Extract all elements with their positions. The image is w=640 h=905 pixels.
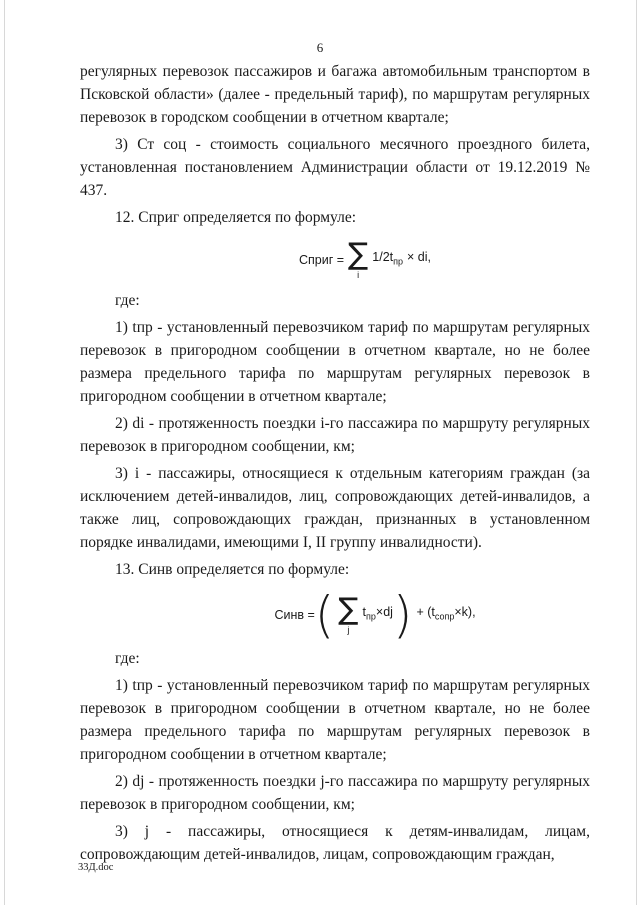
sigma-index: i (357, 269, 360, 280)
plus-main: + (t (416, 605, 435, 620)
document-body (80, 60, 590, 866)
paragraph-def-dj: 2) dj - протяженность поездки j-го пассажира по маршруту регулярных перевозок в пригородном сообщении, км; (80, 773, 590, 813)
formula-sprig (140, 235, 590, 285)
paragraph-13-heading: 13. Синв определяется по формуле: (115, 561, 350, 578)
paragraph-def-j: 3) j - пассажиры, относящиеся к детям-инвалидам, лицам, сопровождающим детей-инвалидов, лицам, сопровождающим граждан, (80, 823, 590, 863)
paragraph-12-heading: 12. Сприг определяется по формуле: (115, 209, 357, 226)
formula-lhs: Синв = (274, 607, 315, 622)
term-tail: × di, (407, 250, 431, 265)
paragraph-def-di: 2) di - протяженность поездки i-го пассажира по маршруту регулярных перевозок в пригородном сообщении, км; (80, 415, 590, 455)
sigma-symbol: ∑ (338, 591, 359, 627)
page-number: 6 (316, 40, 324, 55)
paragraph-def-tpr-1: 1) tпр - установленный перевозчиком тариф по маршрутам регулярных перевозок в пригородном сообщении в отчетном квартале, но не более размера предельного тарифа по маршрутам регулярных перевозок в пригородном сообщении в отчетном квартале; (80, 319, 590, 405)
formula-plus-term (416, 601, 475, 629)
sum-operator (348, 236, 369, 280)
formula-sum-group (334, 591, 393, 635)
formula-lhs: Сприг = (298, 252, 345, 267)
footer-filename: 33Д.doc (78, 862, 114, 873)
formula-term (372, 246, 431, 274)
formula-sinv (160, 587, 590, 643)
sum-operator (338, 591, 359, 635)
term-tail: ×dj (375, 605, 393, 620)
plus-tail: ×k), (454, 605, 476, 620)
paragraph-where-1: где: (115, 292, 140, 309)
paragraph-def-i: 3) i - пассажиры, относящиеся к отдельным категориям граждан (за исключением детей-инвалидов, лиц, сопровождающих детей-инвалидов, а также лиц, сопровождающих граждан, признанных в установленном порядке инвалидами, имеющими I, II группу инвалидности). (80, 465, 590, 551)
paragraph-item-3-st-soc: 3) Ст соц - стоимость социального месячного проездного билета, установленная постановлением Администрации области от 19.12.2019 № 437. (80, 136, 590, 199)
sigma-symbol: ∑ (348, 236, 369, 272)
formula-term (363, 601, 393, 629)
paragraph-where-2: где: (115, 650, 140, 667)
page-edge-right (636, 0, 637, 905)
term-subscript: пр (366, 611, 376, 622)
page-edge-left (4, 0, 5, 905)
term-main: t (362, 605, 366, 620)
term-main: 1/2t (372, 250, 394, 265)
term-subscript: пр (393, 256, 404, 267)
paragraph-continuation: регулярных перевозок пассажиров и багажа автомобильным транспортом в Псковской области» (далее - предельный тариф), по маршрутам регулярных перевозок в городском сообщении в отчетном квартале; (80, 63, 590, 126)
plus-subscript: сопр (434, 611, 455, 622)
sigma-index: j (347, 624, 350, 635)
open-paren: ( (314, 586, 335, 644)
close-paren: ) (392, 586, 413, 644)
paragraph-def-tpr-2: 1) tпр - установленный перевозчиком тариф по маршрутам регулярных перевозок в пригородном сообщении в отчетном квартале, но не более размера предельного тарифа по маршрутам регулярных перевозок в пригородном сообщении в отчетном квартале; (80, 677, 590, 763)
